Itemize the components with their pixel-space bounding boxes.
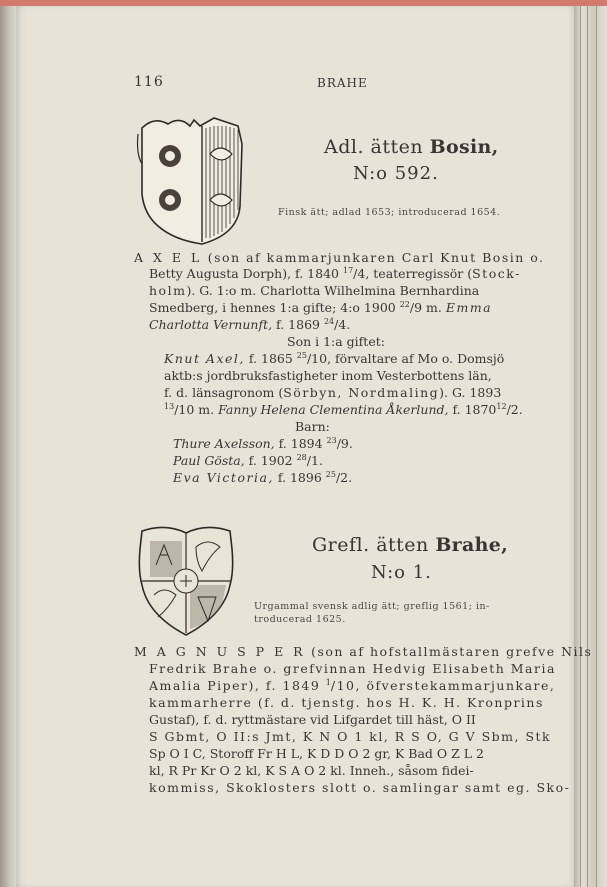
brahe-family-number: N:o 1. bbox=[371, 562, 432, 583]
brahe-coat-of-arms-icon bbox=[136, 525, 236, 639]
bosin-line-13: Paul Gösta, f. 1902 $^{28}$/1. bbox=[173, 453, 323, 468]
bosin-line-4: Smedberg, i hennes 1:a gifte; 4:o 1900 $^{22}$/9 m. Emma bbox=[149, 300, 493, 315]
bosin-line-6: Son i 1:a giftet: bbox=[287, 334, 385, 349]
bosin-line-8: aktb:s jordbruksfastigheter inom Vesterbottens län, bbox=[164, 368, 492, 383]
bosin-line-1: A X E L (son af kammarjunkaren Carl Knut Bosin o. bbox=[134, 250, 545, 265]
bosin-line-12: Thure Axelsson, f. 1894 $^{23}$/9. bbox=[173, 436, 353, 451]
brahe-family-note-line-2: troducerad 1625. bbox=[254, 614, 346, 625]
bosin-line-11: Barn: bbox=[295, 419, 330, 434]
bosin-line-3: holm). G. 1:o m. Charlotta Wilhelmina Bernhardina bbox=[149, 283, 480, 298]
bosin-family-title bbox=[324, 136, 499, 158]
brahe-line-4: kammarherre (f. d. tjenstg. hos H. K. H. Kronprins bbox=[149, 695, 544, 710]
bosin-line-5: Charlotta Vernunft, f. 1869 $^{24}$/4. bbox=[149, 317, 351, 332]
bosin-line-2: Betty Augusta Dorph), f. 1840 $^{17}$/4, teaterregissör (Stock- bbox=[149, 266, 521, 281]
bosin-line-14: Eva Victoria, f. 1896 $^{25}$/2. bbox=[173, 470, 353, 485]
brahe-line-2: Fredrik Brahe o. grefvinnan Hedvig Elisabeth Maria bbox=[149, 661, 556, 676]
bosin-line-10: $^{13}$/10 m. Fanny Helena Clementina Åkerlund, f. 1870$^{12}$/2. bbox=[164, 402, 523, 417]
book-page bbox=[16, 6, 593, 887]
bosin-family-note: Finsk ätt; adlad 1653; introducerad 1654. bbox=[278, 207, 501, 218]
brahe-line-7: Sp O I C, Storoff Fr H L, K D D O 2 gr, K Bad O Z L 2 bbox=[149, 746, 484, 761]
bosin-line-9: f. d. länsagronom (Sörbyn, Nordmaling). G. 1893 bbox=[164, 385, 502, 400]
bosin-coat-of-arms-icon bbox=[134, 114, 248, 248]
brahe-title-name: Brahe, bbox=[435, 534, 509, 556]
brahe-line-9: kommiss, Skoklosters slott o. samlingar samt eg. Sko- bbox=[149, 780, 571, 795]
brahe-line-1: M A G N U S P E R (son af hofstallmästaren grefve Nils bbox=[134, 644, 593, 659]
running-head: BRAHE bbox=[317, 76, 368, 90]
brahe-line-5: Gustaf), f. d. ryttmästare vid Lifgardet till häst, O II bbox=[149, 712, 476, 727]
brahe-line-8: kl, R Pr Kr O 2 kl, K S A O 2 kl. Inneh., såsom fidei- bbox=[149, 763, 474, 778]
brahe-line-3: Amalia Piper), f. 1849 $^1$/10, öfverstekammarjunkare, bbox=[149, 678, 556, 693]
bosin-title-prefix: Adl. ätten bbox=[324, 136, 424, 158]
brahe-family-note-line-1: Urgammal svensk adlig ätt; greflig 1561; in- bbox=[254, 601, 490, 612]
bosin-family-number: N:o 592. bbox=[353, 163, 439, 184]
page-stack-right bbox=[574, 6, 607, 887]
brahe-line-6: S Gbmt, O II:s Jmt, K N O 1 kl, R S O, G V Sbm, Stk bbox=[149, 729, 552, 744]
page-number: 116 bbox=[134, 74, 164, 90]
brahe-title-prefix: Grefl. ätten bbox=[312, 534, 429, 556]
brahe-family-title bbox=[312, 534, 508, 556]
bosin-line-7: Knut Axel, f. 1865 $^{25}$/10, förvaltare af Mo o. Domsjö bbox=[164, 351, 505, 366]
page-stack-left bbox=[0, 6, 16, 887]
bosin-title-name: Bosin, bbox=[429, 136, 499, 158]
